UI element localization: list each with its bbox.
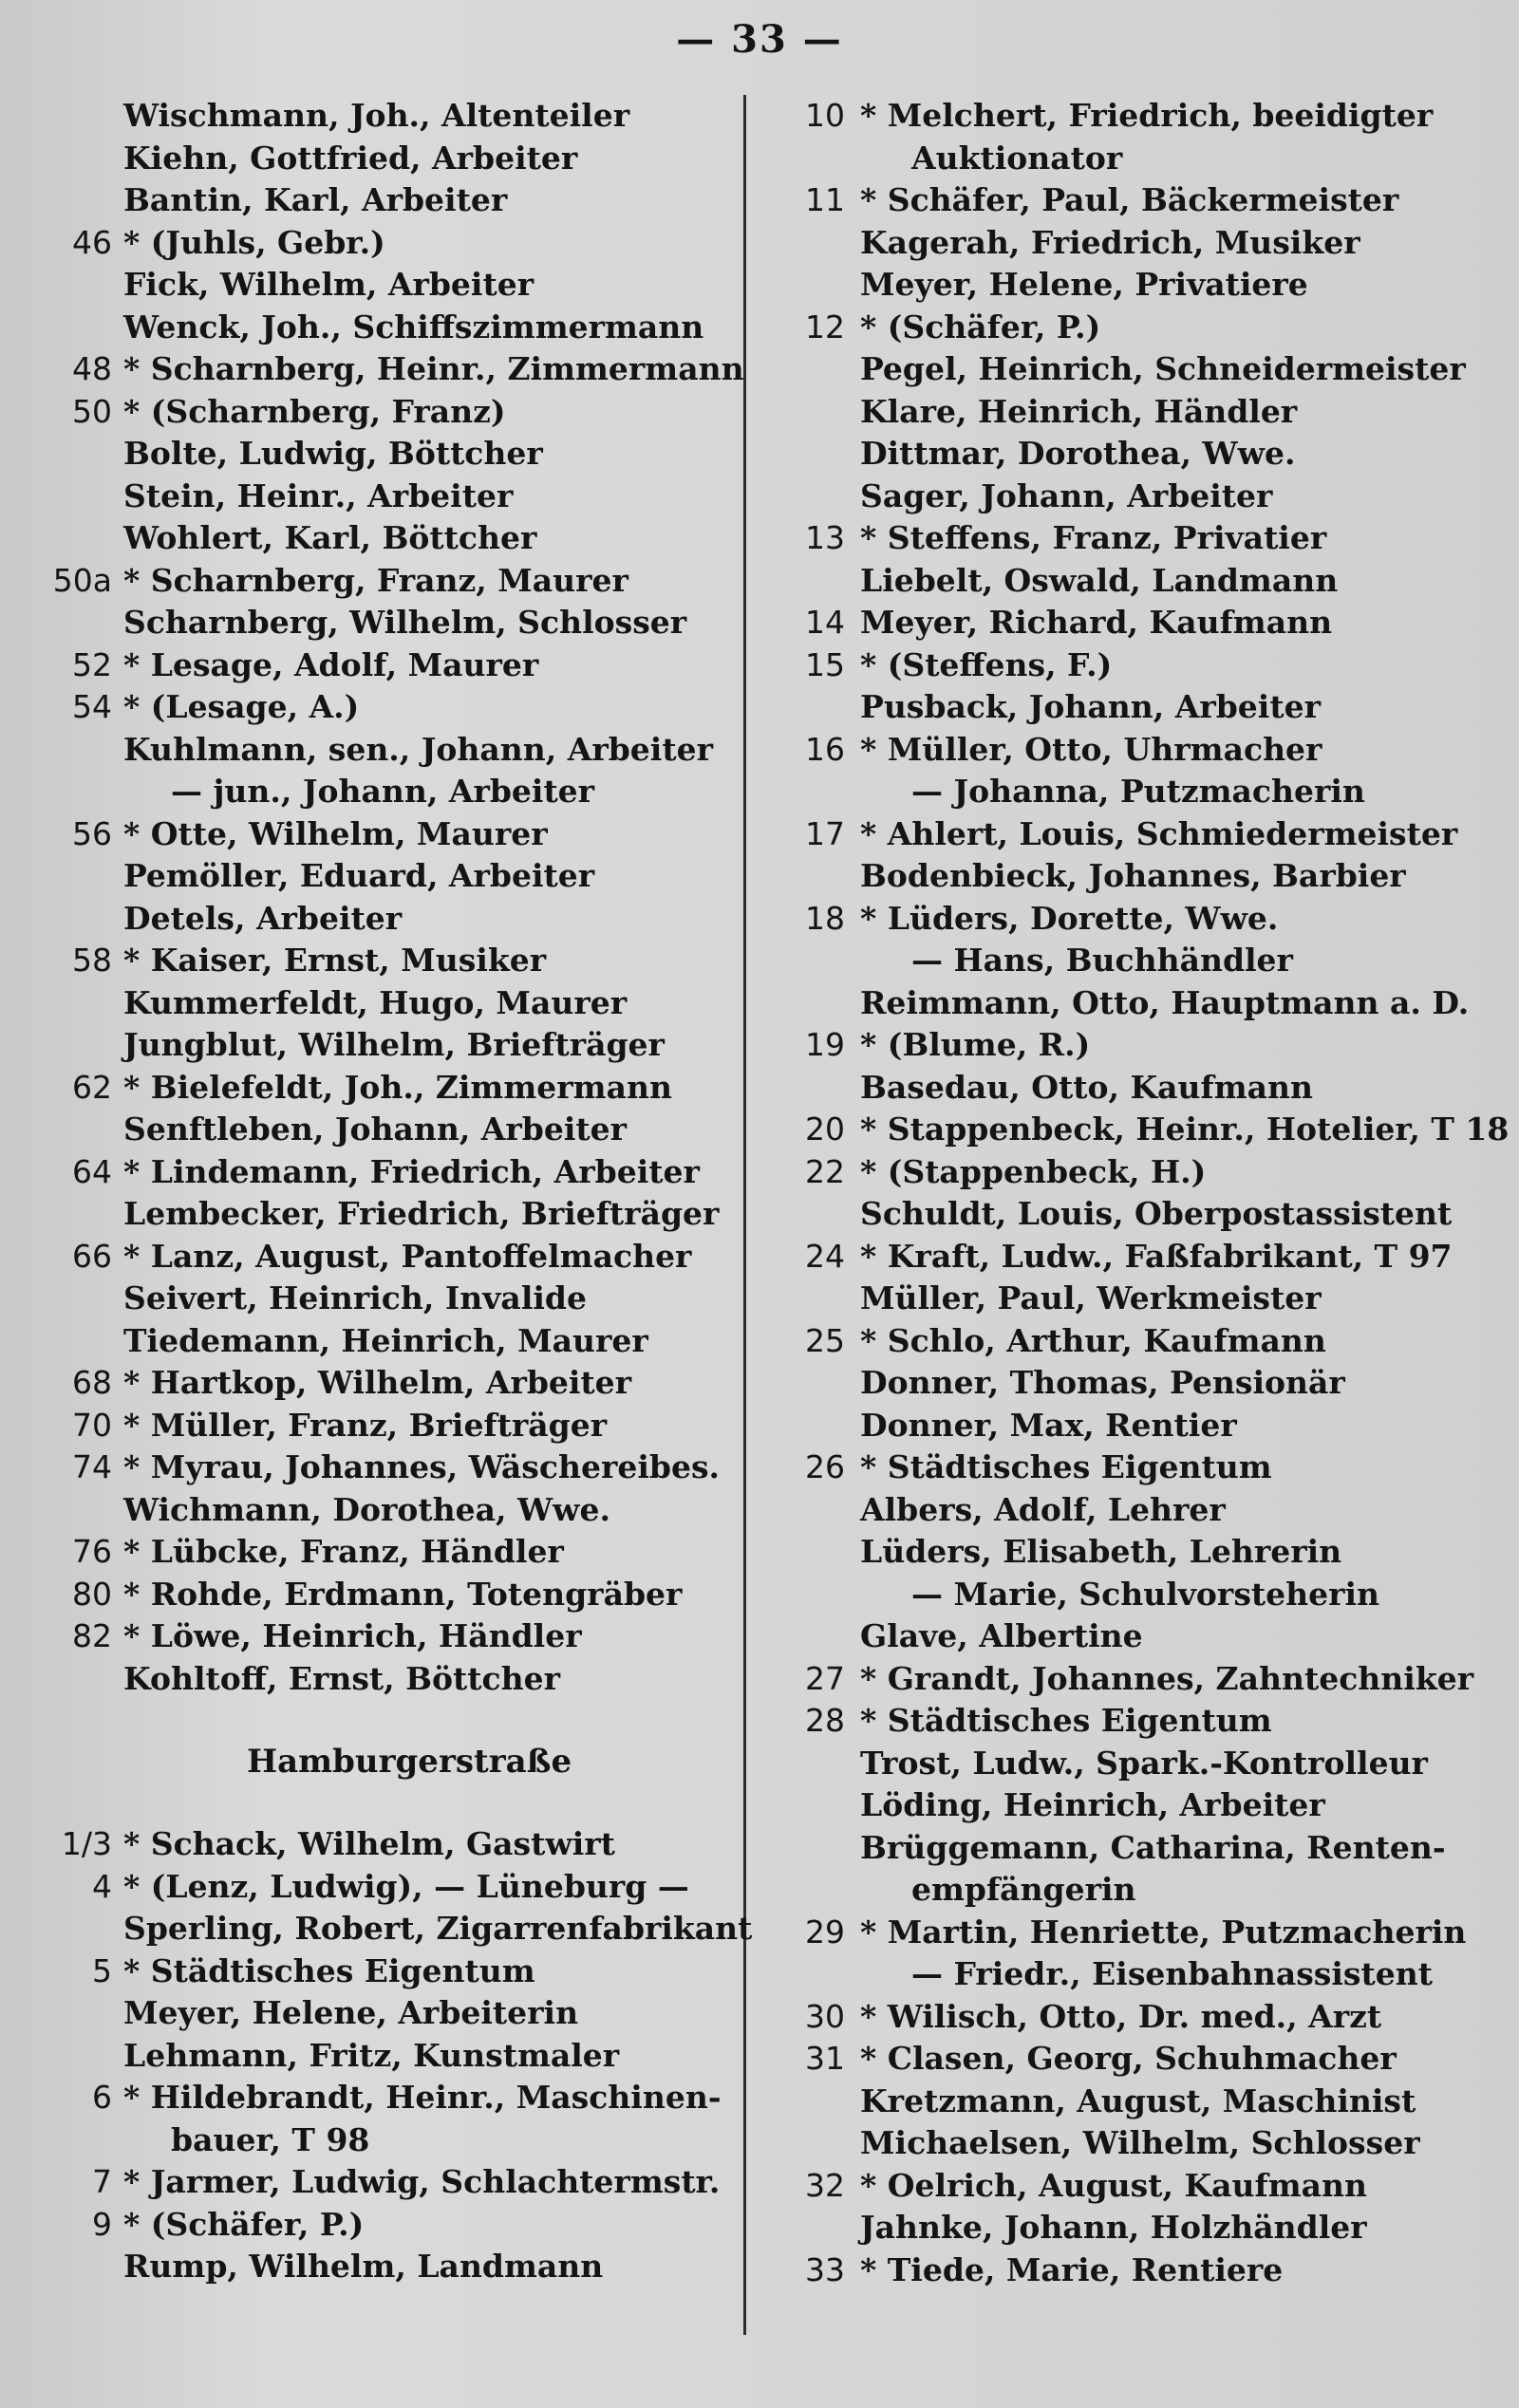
directory-entry — [28, 1615, 736, 1658]
page-number: — 33 — — [676, 17, 843, 62]
directory-entry — [760, 729, 1505, 772]
house-number: 12 — [805, 308, 845, 345]
house-number: 6 — [92, 2079, 112, 2116]
house-number: 76 — [72, 1533, 112, 1570]
directory-entry — [760, 982, 1505, 1025]
resident-entry: Auktionator — [911, 139, 1123, 177]
directory-entry — [28, 813, 736, 856]
house-number: 70 — [72, 1406, 112, 1444]
directory-entry — [28, 940, 736, 982]
column-divider — [743, 95, 746, 2335]
house-number: 29 — [805, 1913, 845, 1951]
house-number: 17 — [805, 814, 845, 852]
resident-entry: — Hans, Buchhändler — [911, 942, 1293, 979]
directory-entry — [28, 1109, 736, 1151]
resident-entry: Senftleben, Johann, Arbeiter — [123, 1111, 628, 1148]
directory-entry — [760, 179, 1505, 222]
directory-entry — [760, 95, 1505, 138]
resident-entry: Müller, Paul, Werkmeister — [860, 1279, 1322, 1316]
directory-entry — [28, 1823, 736, 1866]
directory-entry — [28, 1151, 736, 1194]
directory-entry — [28, 771, 736, 813]
resident-entry: Kohltoff, Ernst, Böttcher — [123, 1659, 561, 1697]
resident-entry: Detels, Arbeiter — [123, 899, 403, 937]
house-number: 56 — [72, 814, 112, 852]
resident-entry: * Melchert, Friedrich, beeidigter — [860, 97, 1434, 134]
directory-entry — [760, 1531, 1505, 1574]
directory-entry — [760, 602, 1505, 644]
house-number: 30 — [805, 1997, 845, 2035]
directory-entry — [28, 264, 736, 307]
resident-entry: * (Steffens, F.) — [860, 645, 1113, 683]
resident-entry: * Löwe, Heinrich, Händler — [123, 1617, 582, 1654]
house-number: 32 — [805, 2166, 845, 2204]
resident-entry: Fick, Wilhelm, Arbeiter — [123, 266, 534, 303]
directory-entry — [28, 348, 744, 391]
resident-entry: Kuhlmann, sen., Johann, Arbeiter — [123, 730, 713, 768]
directory-entry — [760, 1743, 1505, 1785]
left-column — [28, 95, 753, 2288]
house-number: 48 — [72, 350, 112, 387]
directory-entry — [28, 686, 736, 729]
directory-entry — [760, 2081, 1505, 2123]
directory-entry — [28, 855, 736, 898]
resident-entry: * Myrau, Johannes, Wäschereibes. — [123, 1448, 721, 1485]
directory-entry — [28, 476, 736, 518]
resident-entry: Wenck, Joh., Schiffszimmermann — [123, 308, 704, 345]
house-number: 5 — [92, 1951, 112, 1989]
street-heading: Hamburgerstraße — [247, 1743, 572, 1781]
directory-entry — [28, 391, 736, 434]
resident-entry: * Martin, Henriette, Putzmacherin — [860, 1913, 1467, 1951]
resident-entry: Jahnke, Johann, Holzhändler — [860, 2209, 1367, 2246]
directory-entry — [28, 982, 736, 1025]
directory-entry — [28, 898, 736, 941]
resident-entry: * Lübcke, Franz, Händler — [123, 1533, 564, 1570]
directory-entry — [28, 1405, 736, 1447]
directory-entry — [28, 433, 736, 476]
resident-entry: * Scharnberg, Heinr., Zimmermann — [123, 350, 744, 387]
house-number: 14 — [805, 604, 845, 641]
resident-entry: Lüders, Elisabeth, Lehrerin — [860, 1533, 1342, 1570]
directory-entry — [760, 1067, 1505, 1110]
directory-entry — [28, 1278, 736, 1320]
directory-entry — [760, 1700, 1505, 1743]
directory-entry — [28, 2161, 736, 2204]
resident-entry: Stein, Heinr., Arbeiter — [123, 476, 514, 514]
resident-entry: Reimmann, Otto, Hauptmann a. D. — [860, 983, 1470, 1021]
resident-entry: * Lindemann, Friedrich, Arbeiter — [123, 1152, 700, 1190]
directory-entry — [760, 2207, 1505, 2249]
house-number: 28 — [805, 1702, 845, 1739]
resident-entry: Klare, Heinrich, Händler — [860, 392, 1298, 430]
resident-entry: Meyer, Helene, Privatiere — [860, 266, 1308, 303]
resident-entry: * Kraft, Ludw., Faßfabrikant, T 97 — [860, 1237, 1453, 1275]
resident-entry: * (Blume, R.) — [860, 1026, 1091, 1063]
directory-entry — [760, 2165, 1505, 2208]
house-number: 58 — [72, 942, 112, 979]
directory-entry — [28, 1951, 736, 1993]
directory-entry — [760, 1658, 1505, 1701]
house-number: 25 — [805, 1321, 845, 1359]
directory-entry — [28, 2119, 736, 2162]
resident-entry: * Rohde, Erdmann, Totengräber — [123, 1575, 683, 1613]
resident-entry: * Clasen, Georg, Schuhmacher — [860, 2040, 1397, 2077]
resident-entry: * Grandt, Johannes, Zahntechniker — [860, 1659, 1474, 1697]
house-number: 46 — [72, 223, 112, 261]
directory-entry — [28, 1067, 736, 1110]
house-number: 80 — [72, 1575, 112, 1613]
directory-entry — [760, 222, 1505, 265]
directory-entry — [760, 1236, 1505, 1279]
resident-entry: * (Schäfer, P.) — [123, 2205, 365, 2243]
house-number: 54 — [72, 688, 112, 725]
directory-entry — [760, 2038, 1505, 2081]
resident-entry: Kiehn, Gottfried, Arbeiter — [123, 139, 578, 177]
house-number: 27 — [805, 1659, 845, 1697]
house-number: 22 — [805, 1152, 845, 1190]
resident-entry: * Müller, Franz, Briefträger — [123, 1406, 608, 1444]
directory-entry — [760, 940, 1505, 982]
resident-entry: Meyer, Richard, Kaufmann — [860, 604, 1333, 641]
directory-entry — [28, 2077, 736, 2119]
directory-entry — [28, 179, 736, 222]
right-column — [760, 95, 1510, 2291]
resident-entry: Albers, Adolf, Lehrer — [860, 1490, 1226, 1528]
directory-entry — [760, 348, 1505, 391]
house-number: 16 — [805, 730, 845, 768]
resident-entry: * Wilisch, Otto, Dr. med., Arzt — [860, 1997, 1382, 2035]
resident-entry: Sager, Johann, Arbeiter — [860, 476, 1273, 514]
directory-entry — [760, 1320, 1505, 1363]
directory-entry — [28, 1362, 736, 1405]
house-number: 82 — [72, 1617, 112, 1654]
directory-entry — [760, 644, 1505, 687]
directory-entry — [28, 2204, 736, 2247]
house-number: 15 — [805, 645, 845, 683]
resident-entry: Kretzmann, August, Maschinist — [860, 2081, 1416, 2119]
directory-entry — [760, 307, 1505, 349]
resident-entry: * Städtisches Eigentum — [123, 1951, 535, 1989]
resident-entry: — Johanna, Putzmacherin — [911, 773, 1365, 810]
resident-entry: * Hartkop, Wilhelm, Arbeiter — [123, 1364, 632, 1401]
resident-entry: * Jarmer, Ludwig, Schlachtermstr. — [123, 2163, 721, 2200]
house-number: 31 — [805, 2040, 845, 2077]
house-number: 20 — [805, 1111, 845, 1148]
resident-entry: Pusback, Johann, Arbeiter — [860, 688, 1321, 725]
house-number: 74 — [72, 1448, 112, 1485]
resident-entry: * Schack, Wilhelm, Gastwirt — [123, 1825, 615, 1862]
directory-entry — [28, 1908, 753, 1951]
resident-entry: * Steffens, Franz, Privatier — [860, 519, 1327, 556]
directory-entry — [760, 2122, 1505, 2165]
directory-entry — [760, 813, 1505, 856]
house-number: 26 — [805, 1448, 845, 1485]
directory-entry — [760, 2249, 1505, 2292]
resident-entry: Pemöller, Eduard, Arbeiter — [123, 857, 595, 894]
resident-entry: Seivert, Heinrich, Invalide — [123, 1279, 587, 1316]
resident-entry: Jungblut, Wilhelm, Briefträger — [123, 1026, 665, 1063]
directory-entry — [28, 517, 736, 560]
resident-entry: Dittmar, Dorothea, Wwe. — [860, 435, 1296, 472]
directory-entry — [760, 1193, 1505, 1236]
directory-entry — [28, 1193, 736, 1236]
resident-entry: Lehmann, Fritz, Kunstmaler — [123, 2036, 620, 2074]
directory-entry — [760, 1953, 1505, 1996]
resident-entry: Bolte, Ludwig, Böttcher — [123, 435, 543, 472]
resident-entry: Trost, Ludw., Spark.-Kontrolleur — [860, 1744, 1428, 1782]
resident-entry: Bodenbieck, Johannes, Barbier — [860, 857, 1406, 894]
resident-entry: * Otte, Wilhelm, Maurer — [123, 814, 548, 852]
house-number: 10 — [805, 97, 845, 134]
directory-entry — [28, 222, 736, 265]
directory-entry — [28, 602, 736, 644]
house-number: 7 — [92, 2163, 112, 2200]
house-number: 33 — [805, 2250, 845, 2288]
resident-entry: * Schäfer, Paul, Bäckermeister — [860, 181, 1399, 218]
resident-entry: * Oelrich, August, Kaufmann — [860, 2166, 1368, 2204]
resident-entry: Wichmann, Dorothea, Wwe. — [123, 1490, 610, 1528]
street-heading-row — [28, 1700, 736, 1823]
directory-entry — [760, 1362, 1505, 1405]
directory-entry — [760, 1784, 1505, 1827]
directory-entry — [760, 1109, 1510, 1151]
resident-entry: Glave, Albertine — [860, 1617, 1143, 1654]
resident-entry: Tiedemann, Heinrich, Maurer — [123, 1321, 648, 1359]
directory-entry — [28, 307, 736, 349]
directory-entry — [760, 264, 1505, 307]
resident-entry: * Kaiser, Ernst, Musiker — [123, 942, 547, 979]
resident-entry: Lembecker, Friedrich, Briefträger — [123, 1195, 720, 1232]
resident-entry: Brüggemann, Catharina, Renten- — [860, 1828, 1446, 1866]
resident-entry: * Ahlert, Louis, Schmiedermeister — [860, 814, 1458, 852]
directory-entry — [760, 1827, 1505, 1870]
directory-entry — [760, 138, 1505, 180]
house-number: 64 — [72, 1152, 112, 1190]
directory-entry — [28, 1447, 736, 1489]
directory-entry — [28, 1236, 736, 1279]
directory-entry — [28, 138, 736, 180]
house-number: 66 — [72, 1237, 112, 1275]
resident-entry: * Lesage, Adolf, Maurer — [123, 645, 539, 683]
house-number: 13 — [805, 519, 845, 556]
directory-entry — [28, 1866, 736, 1909]
house-number: 68 — [72, 1364, 112, 1401]
house-number: 11 — [805, 181, 845, 218]
directory-entry — [760, 1151, 1505, 1194]
resident-entry: Kummerfeldt, Hugo, Maurer — [123, 983, 628, 1021]
directory-entry — [28, 644, 736, 687]
resident-entry: — jun., Johann, Arbeiter — [171, 773, 595, 810]
resident-entry: Pegel, Heinrich, Schneidermeister — [860, 350, 1466, 387]
directory-entry — [760, 1024, 1505, 1067]
resident-entry: Wischmann, Joh., Altenteiler — [123, 97, 630, 134]
resident-entry: — Friedr., Eisenbahnassistent — [911, 1955, 1433, 1992]
directory-entry — [28, 1024, 736, 1067]
directory-entry — [28, 95, 736, 138]
resident-entry: * Schlo, Arthur, Kaufmann — [860, 1321, 1326, 1359]
resident-entry: — Marie, Schulvorsteherin — [911, 1575, 1380, 1613]
directory-entry — [760, 1615, 1505, 1658]
house-number: 52 — [72, 645, 112, 683]
directory-entry — [28, 1489, 736, 1532]
directory-entry — [760, 1405, 1505, 1447]
house-number: 50 — [72, 392, 112, 430]
resident-entry: * Städtisches Eigentum — [860, 1448, 1272, 1485]
directory-entry — [760, 686, 1505, 729]
house-number: 62 — [72, 1068, 112, 1106]
resident-entry: Basedau, Otto, Kaufmann — [860, 1068, 1314, 1106]
resident-entry: Bantin, Karl, Arbeiter — [123, 181, 508, 218]
resident-entry: Donner, Max, Rentier — [860, 1406, 1237, 1444]
directory-entry — [760, 855, 1505, 898]
directory-entry — [28, 1320, 736, 1363]
house-number: 19 — [805, 1026, 845, 1063]
resident-entry: * Stappenbeck, Heinr., Hotelier, T 18 — [860, 1111, 1510, 1148]
house-number: 4 — [92, 1867, 112, 1905]
directory-entry — [28, 1658, 736, 1701]
directory-entry — [760, 476, 1505, 518]
resident-entry: Löding, Heinrich, Arbeiter — [860, 1786, 1325, 1823]
house-number: 24 — [805, 1237, 845, 1275]
directory-entry — [760, 1912, 1505, 1954]
resident-entry: Kagerah, Friedrich, Musiker — [860, 223, 1360, 261]
resident-entry: Liebelt, Oswald, Landmann — [860, 561, 1339, 599]
directory-entry — [28, 560, 736, 603]
directory-entry — [760, 1489, 1505, 1532]
resident-entry: * (Lesage, A.) — [123, 688, 360, 725]
resident-entry: * (Lenz, Ludwig), — Lüneburg — — [123, 1867, 689, 1905]
resident-entry: * Müller, Otto, Uhrmacher — [860, 730, 1322, 768]
house-number: 18 — [805, 899, 845, 937]
house-number: 1/3 — [61, 1825, 112, 1862]
resident-entry: * (Stappenbeck, H.) — [860, 1152, 1207, 1190]
resident-entry: Wohlert, Karl, Böttcher — [123, 519, 537, 556]
directory-entry — [760, 1278, 1505, 1320]
resident-entry: * (Juhls, Gebr.) — [123, 223, 385, 261]
resident-entry: Michaelsen, Wilhelm, Schlosser — [860, 2124, 1420, 2161]
resident-entry: empfängerin — [911, 1871, 1136, 1908]
directory-entry — [28, 2246, 736, 2288]
directory-entry — [760, 898, 1505, 941]
resident-entry: * Städtisches Eigentum — [860, 1702, 1272, 1739]
resident-entry: * Lüders, Dorette, Wwe. — [860, 899, 1279, 937]
directory-entry — [28, 1531, 736, 1574]
resident-entry: Meyer, Helene, Arbeiterin — [123, 1994, 579, 2031]
directory-entry — [760, 517, 1505, 560]
directory-entry — [760, 1869, 1505, 1912]
resident-entry: * Scharnberg, Franz, Maurer — [123, 561, 628, 599]
resident-entry: Rump, Wilhelm, Landmann — [123, 2248, 604, 2285]
directory-entry — [28, 2035, 736, 2078]
directory-entry — [760, 560, 1505, 603]
resident-entry: Sperling, Robert, Zigarrenfabrikant — [123, 1910, 753, 1947]
resident-entry: Donner, Thomas, Pensionär — [860, 1364, 1345, 1401]
directory-entry — [760, 433, 1505, 476]
house-number: 50a — [52, 561, 112, 599]
resident-entry: bauer, T 98 — [171, 2120, 370, 2158]
directory-entry — [760, 391, 1505, 434]
directory-entry — [28, 1574, 736, 1616]
resident-entry: * (Schäfer, P.) — [860, 308, 1101, 345]
directory-entry — [28, 1992, 736, 2035]
resident-entry: Schuldt, Louis, Oberpostassistent — [860, 1195, 1453, 1232]
resident-entry: * Bielefeldt, Joh., Zimmermann — [123, 1068, 672, 1106]
directory-entry — [760, 1447, 1505, 1489]
resident-entry: * Tiede, Marie, Rentiere — [860, 2250, 1284, 2288]
resident-entry: * (Scharnberg, Franz) — [123, 392, 506, 430]
house-number: 9 — [92, 2205, 112, 2243]
directory-entry — [760, 1996, 1505, 2039]
directory-entry — [760, 1574, 1505, 1616]
resident-entry: * Hildebrandt, Heinr., Maschinen- — [123, 2079, 722, 2116]
resident-entry: Scharnberg, Wilhelm, Schlosser — [123, 604, 687, 641]
directory-entry — [28, 729, 736, 772]
resident-entry: * Lanz, August, Pantoffelmacher — [123, 1237, 692, 1275]
directory-entry — [760, 771, 1505, 813]
